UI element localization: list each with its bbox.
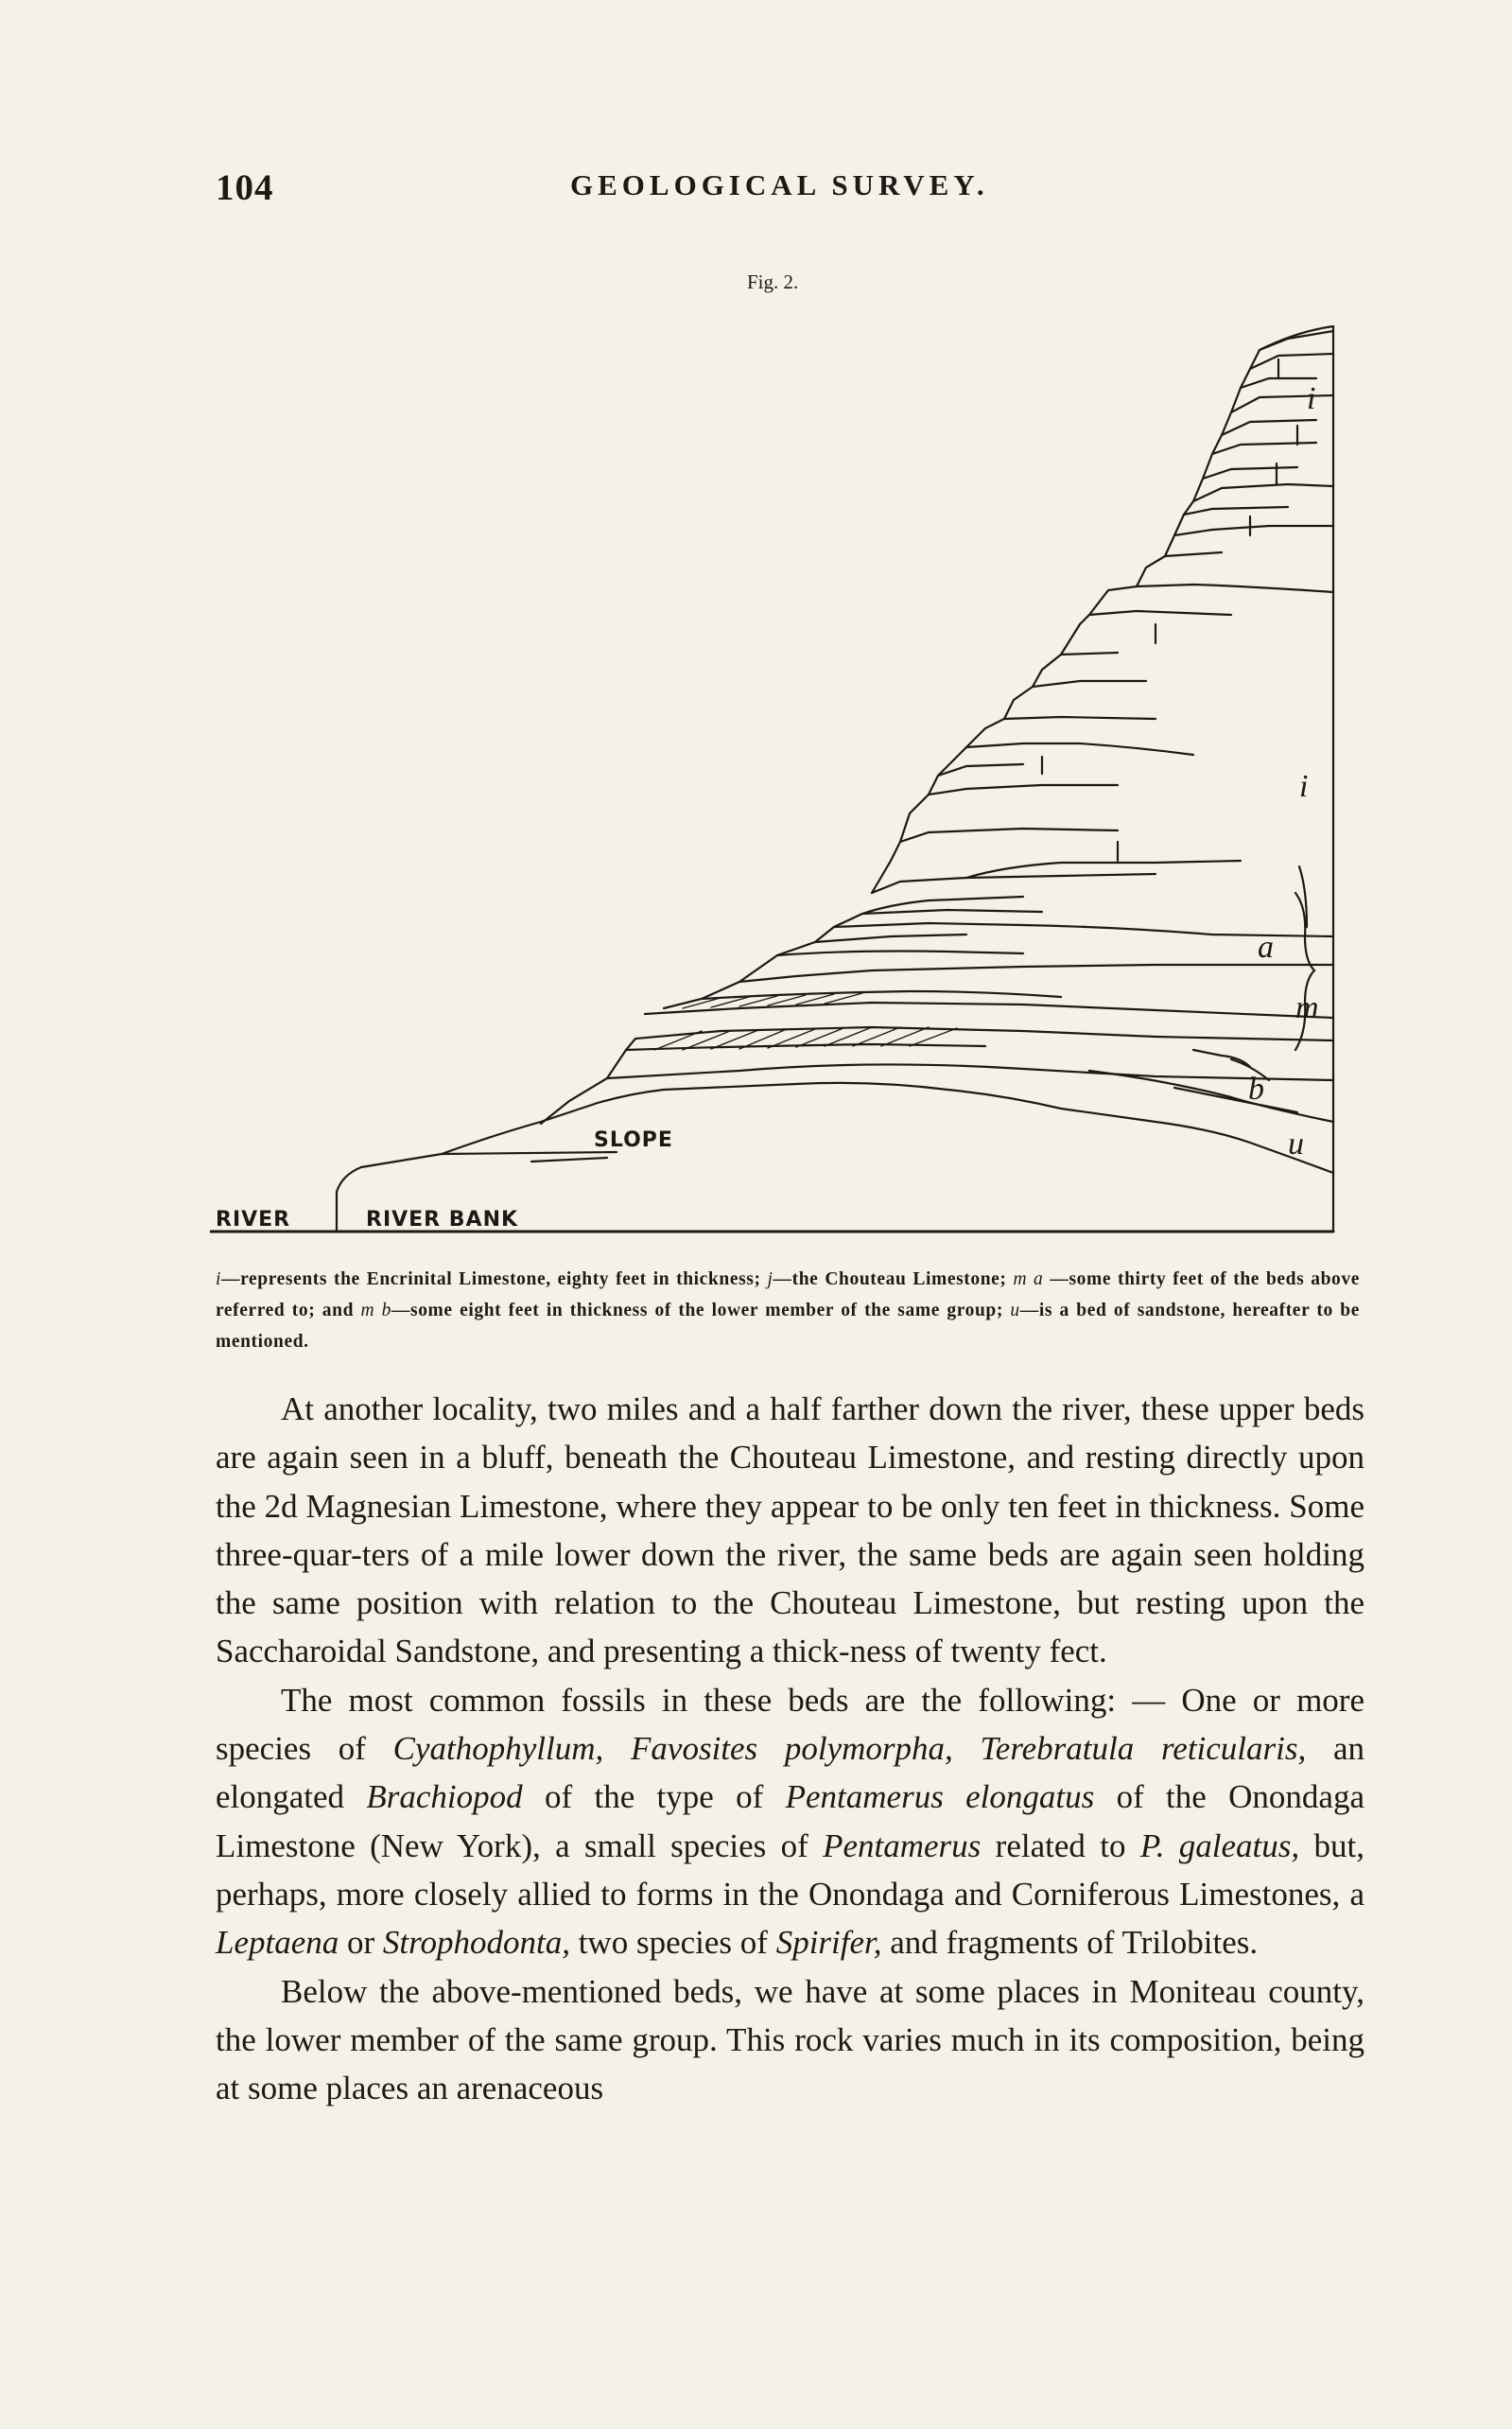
bed-i-lower: [872, 829, 1118, 893]
bed-i-upper-3: [1174, 507, 1288, 535]
paragraph-2: [216, 1676, 1364, 1967]
paragraph-3: Below the above-mentioned beds, we have at some places in Moniteau county, the lower member of the same group. This rock varies much in its composition, being at some places an arenaceous: [216, 1972, 1364, 2107]
caption-text: —is a bed of sandstone, hereafter to be mentioned.: [216, 1301, 1360, 1352]
bed-u-top: [607, 1064, 1333, 1080]
p2-text: [953, 1730, 981, 1767]
label-a: a: [1258, 930, 1274, 965]
caption-text: —the Chouteau Limestone;: [773, 1269, 1014, 1289]
p2-text: or: [339, 1924, 383, 1962]
label-m: m: [1295, 990, 1319, 1025]
caption-letter: u: [1010, 1301, 1020, 1320]
paragraph-1: At another locality, two miles and a half farther down the river, these upper beds are again seen in a bluff, beneath the Chouteau Limestone, and resting directly upon the 2d Magnesian Limestone, where they appear to be only ten feet in thickness. Some three-quar-ters of a mile lower down the river, the same beds are again seen holding the same position with relation to the Chouteau Limestone, but resting upon the Saccharoidal Sandstone, and presenting a thick-ness of twenty fect.: [216, 1390, 1364, 1670]
p2-text: [603, 1730, 631, 1767]
p2-text: an elongated: [216, 1730, 1365, 1816]
p2-text: and fragments of Trilobites.: [881, 1924, 1259, 1962]
bed-i-lower-3: [929, 764, 1023, 795]
bed-i-lower-9: [1089, 585, 1333, 615]
p2-text: but, perhaps, more closely allied to forms in the Onondaga and Corniferous Limestones, a: [216, 1826, 1364, 1913]
p2-text: of the Onondaga Limestone (New York), a small species of: [216, 1778, 1364, 1864]
bed-i-lower-6: [1004, 681, 1146, 719]
bed-i-upper: [1137, 552, 1222, 586]
taxon-name: Cyathophyllum,: [392, 1730, 604, 1768]
running-head: [216, 166, 1369, 223]
caption-letter: i: [216, 1269, 222, 1289]
bed-b-detail-2: [1193, 1050, 1250, 1067]
bed-a-inner-2: [777, 952, 1023, 956]
label-u: u: [1288, 1127, 1304, 1162]
taxon-name: Pentamerus elongatus: [785, 1778, 1095, 1816]
label-i-upper: i: [1307, 381, 1316, 416]
taxon-name: P. galeatus,: [1139, 1826, 1300, 1864]
hatch-lines: [654, 993, 957, 1050]
taxon-name: Spirifer,: [775, 1924, 882, 1962]
label-river-bank: RIVER BANK: [366, 1208, 519, 1232]
label-slope: SLOPE: [594, 1128, 673, 1152]
p2-text: of the type of: [522, 1778, 786, 1816]
bed-b-top: [607, 1027, 1333, 1078]
figure-label: Fig. 2.: [747, 271, 799, 293]
bed-a-step: [739, 935, 966, 982]
p2-text: two species of: [569, 1924, 776, 1962]
p2-text: related to: [981, 1826, 1140, 1864]
bed-i-lower-2: [900, 785, 1118, 842]
bed-a-top: [664, 965, 1333, 1008]
bed-a-inner: [702, 991, 1061, 999]
caption-text: —represents the Encrinital Limestone, eighty feet in thickness;: [221, 1269, 768, 1289]
caption-text: —some thirty feet of the beds above referred to; and: [216, 1269, 1360, 1320]
bed-a-line-3: [872, 874, 1156, 893]
label-i-lower: i: [1299, 769, 1309, 804]
caption-text: —some eight feet in thickness of the lower member of the same group;: [391, 1301, 1011, 1320]
body-text: [216, 1385, 1364, 2112]
p2-text: The most common fossils in these beds are the following: — One or more species of: [216, 1681, 1364, 1768]
taxon-name: Pentamerus: [823, 1826, 982, 1864]
label-river: RIVER: [216, 1208, 291, 1232]
bed-a-base: [645, 1003, 1333, 1018]
slope-face: [541, 1078, 607, 1124]
bank-tick: [531, 1158, 607, 1162]
section-diagram: [210, 303, 1345, 1249]
running-title: GEOLOGICAL SURVEY.: [570, 168, 989, 201]
bed-b-inner: [626, 1044, 985, 1050]
bed-i-lower-8: [1061, 611, 1231, 655]
taxon-name: Leptaena: [216, 1924, 339, 1962]
figure-caption: [216, 1264, 1360, 1357]
taxon-name: Terebratula reticularis,: [980, 1730, 1307, 1768]
page-number: 104: [216, 167, 274, 208]
bed-i-lower-4: [938, 743, 1193, 776]
bed-i-upper-8: [1222, 395, 1333, 435]
caption-letter: m b: [360, 1301, 391, 1320]
geological-section-figure: [210, 303, 1345, 1249]
bed-u-line-2: [1174, 1088, 1297, 1112]
caption-letter: j: [767, 1269, 773, 1289]
taxon-name: Favosites polymorpha,: [631, 1730, 953, 1768]
taxon-name: Brachiopod: [366, 1778, 523, 1816]
taxon-name: Strophodonta,: [382, 1924, 570, 1962]
m-bracket: [1295, 893, 1314, 1050]
caption-letter: m a: [1013, 1269, 1044, 1289]
a-bracket: [1299, 866, 1307, 927]
label-b: b: [1248, 1072, 1264, 1107]
